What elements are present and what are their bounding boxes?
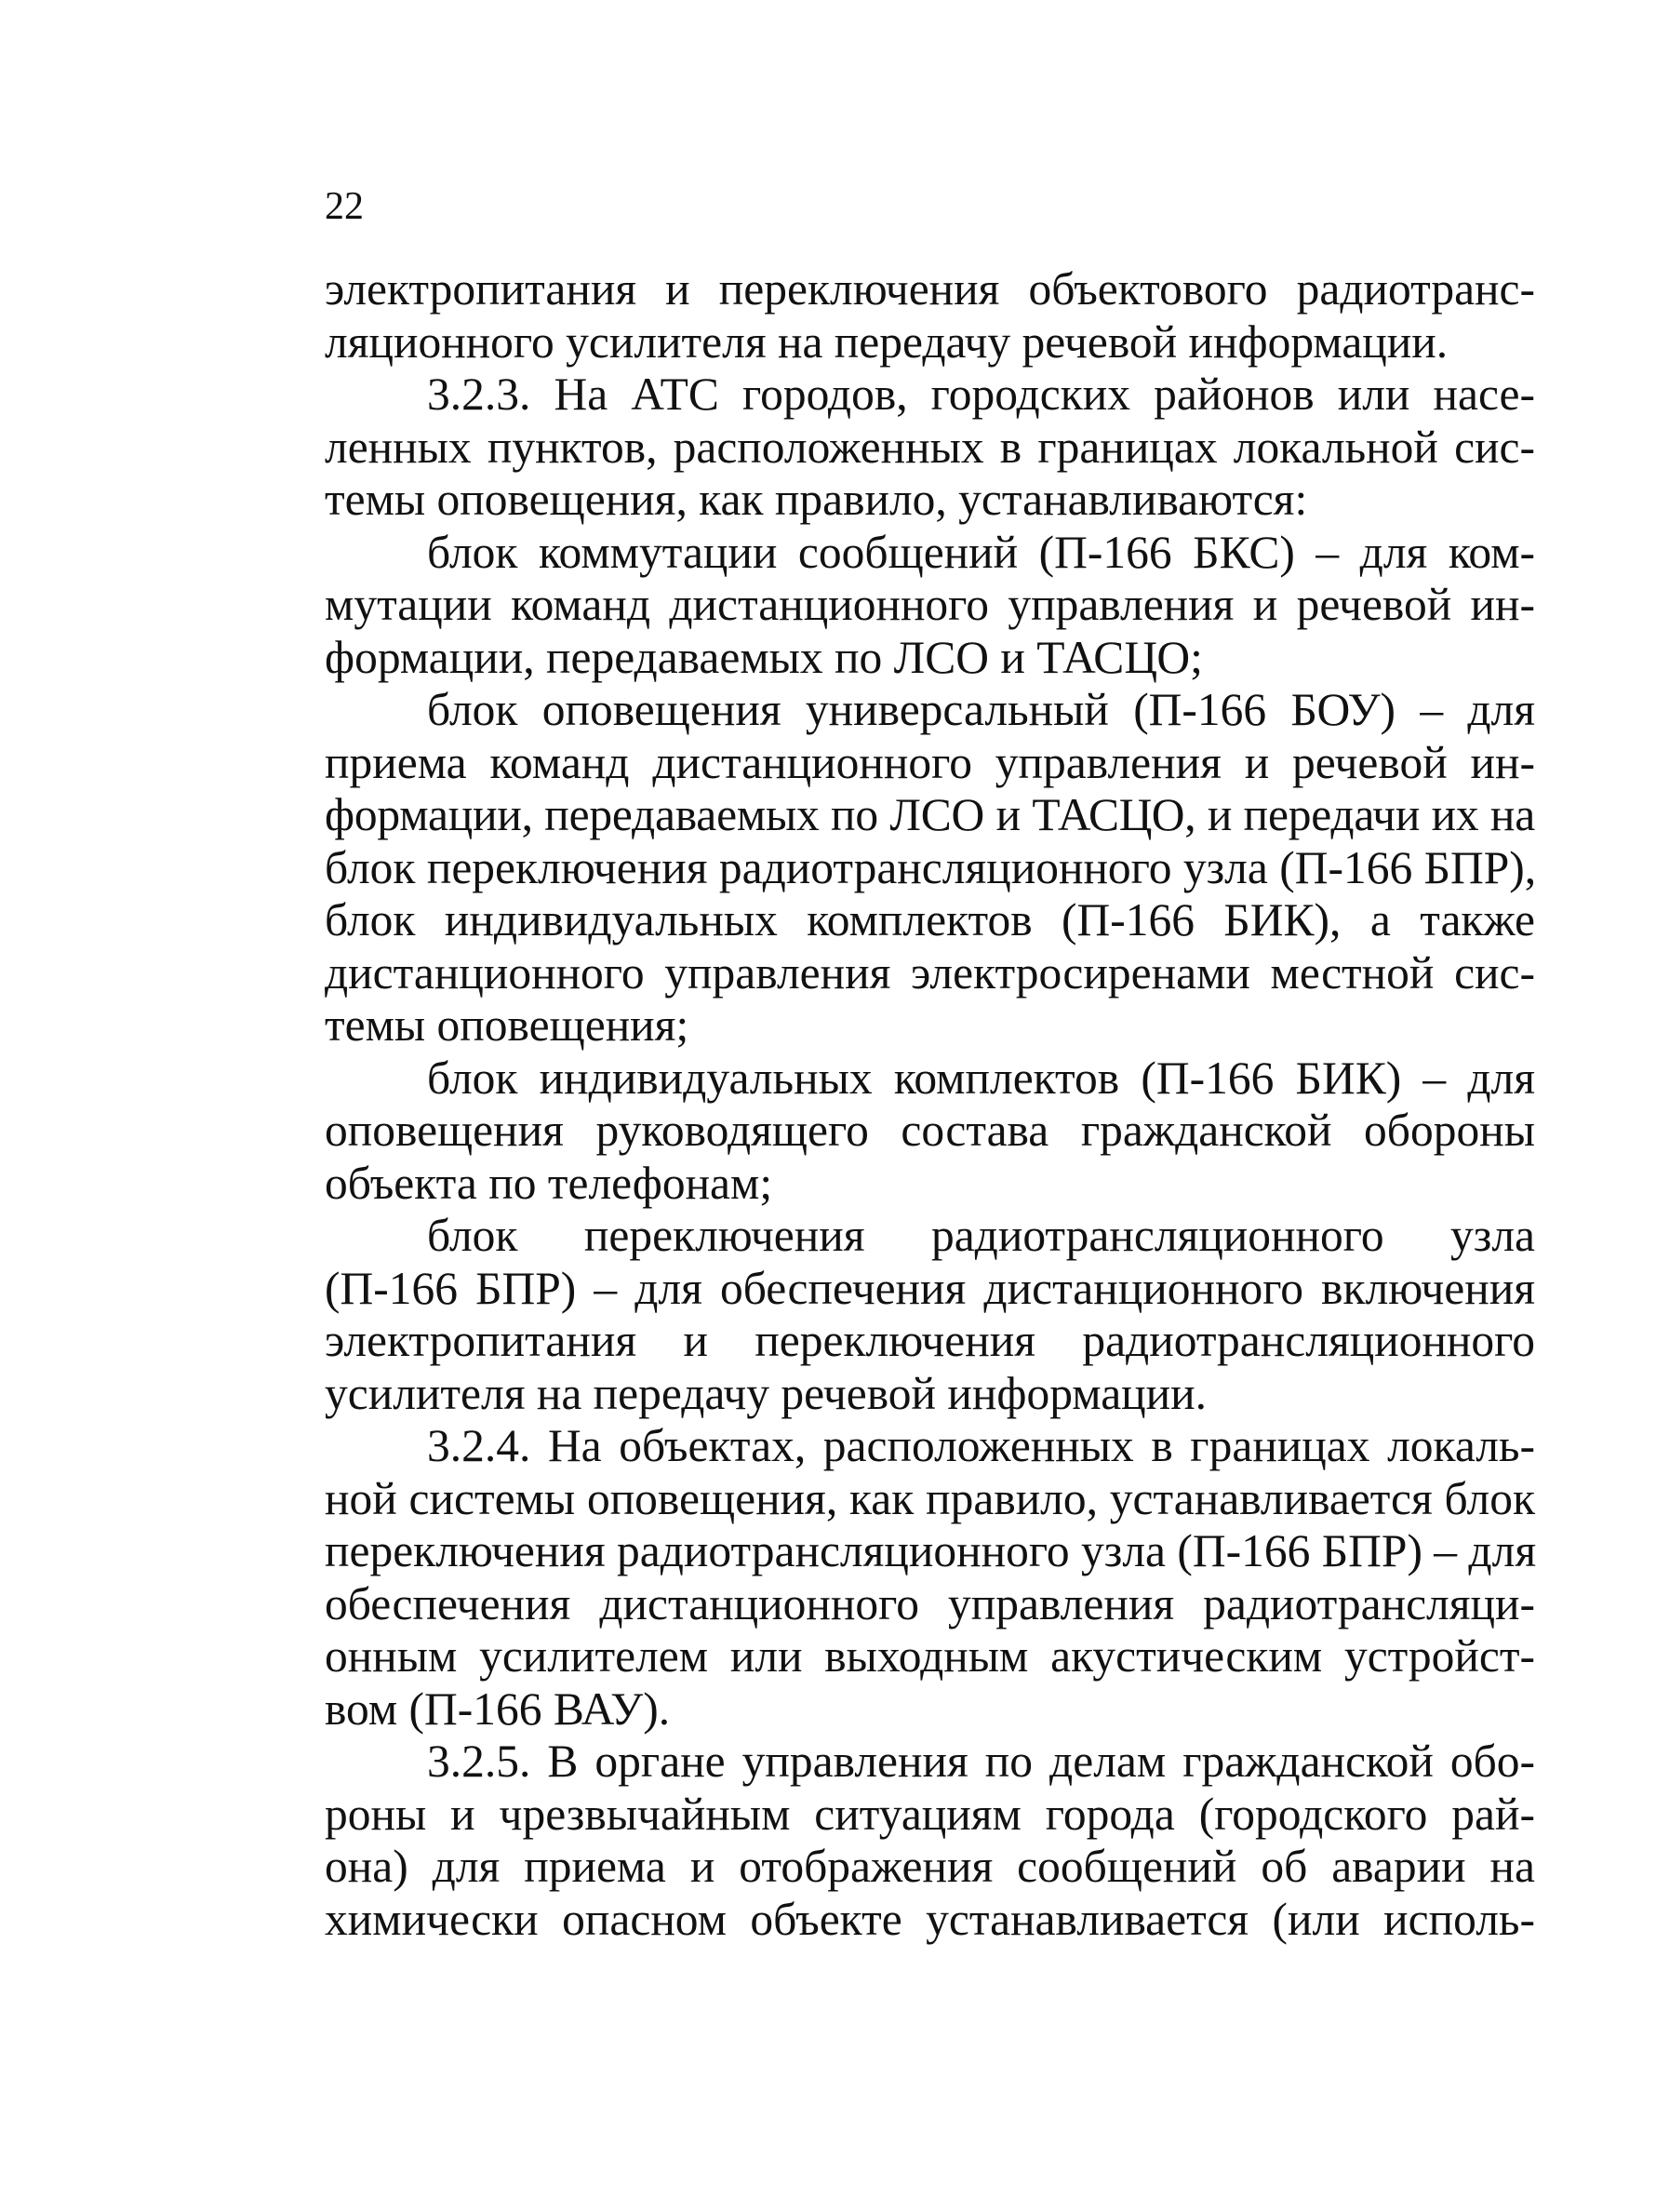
text-line: обеспечения дистанционного управления радиотрансляци- [325, 1577, 1535, 1629]
text-line: ной системы оповещения, как правило, устанавливается блок [325, 1472, 1535, 1524]
text-line: она) для приема и отображения сообщений об аварии на [325, 1841, 1535, 1892]
text-line: объекта по телефонам; [325, 1157, 773, 1209]
document-body [325, 263, 1535, 1946]
text-line: мутации команд дистанционного управления и речевой ин- [325, 579, 1535, 630]
text-line: формации, передаваемых по ЛСО и ТАСЦО, и передачи их на [325, 789, 1535, 840]
text-line: 3.2.5. В органе управления по делам гражданской обо- [427, 1736, 1535, 1787]
text-line: приема команд дистанционного управления и речевой ин- [325, 736, 1535, 788]
text-line: блок индивидуальных комплектов (П-166 БИК), а также [325, 894, 1535, 945]
text-line: вом (П-166 ВАУ). [325, 1682, 671, 1735]
text-line: оповещения руководящего состава гражданской обороны [325, 1105, 1535, 1156]
text-line: усилителя на передачу речевой информации. [325, 1367, 1208, 1419]
text-line: блок переключения радиотрансляционного узла (П-166 БПР), [325, 841, 1537, 893]
text-line: темы оповещения, как правило, устанавливаются: [325, 474, 1308, 525]
text-line: блок коммутации сообщений (П-166 БКС) – для ком- [427, 526, 1535, 578]
text-line: 3.2.4. На объектах, расположенных в границах локаль- [427, 1420, 1535, 1471]
text-line: дистанционного управления электросиренами местной сис- [325, 946, 1535, 999]
text-line: переключения радиотрансляционного узла (П-166 БПР) – для [325, 1525, 1537, 1576]
text-line: ляционного усилителя на передачу речевой информации. [325, 315, 1449, 368]
text-line: онным усилителем или выходным акустическим устройст- [325, 1630, 1535, 1682]
text-line: 3.2.3. На АТС городов, городских районов или насе- [427, 369, 1535, 420]
text-line: электропитания и переключения радиотрансляционного [325, 1315, 1535, 1366]
text-line: блок индивидуальных комплектов (П-166 БИК) – для [427, 1052, 1535, 1104]
text-line: роны и чрезвычайным ситуациям города (городского рай- [325, 1788, 1535, 1840]
text-line: ленных пунктов, расположенных в границах локальной сис- [325, 421, 1535, 473]
page-number: 22 [325, 185, 364, 228]
text-line: электропитания и переключения объектового радиотранс- [325, 263, 1535, 315]
text-line: блок переключения радиотрансляционного узла [427, 1210, 1535, 1261]
text-line: формации, передаваемых по ЛСО и ТАСЦО; [325, 631, 1203, 683]
text-line: химически опасном объекте устанавливается (или исполь- [325, 1893, 1535, 1945]
text-line: блок оповещения универсальный (П-166 БОУ) – для [427, 684, 1535, 735]
text-line: темы оповещения; [325, 999, 689, 1051]
text-line: (П-166 БПР) – для обеспечения дистанционного включения [325, 1262, 1535, 1314]
